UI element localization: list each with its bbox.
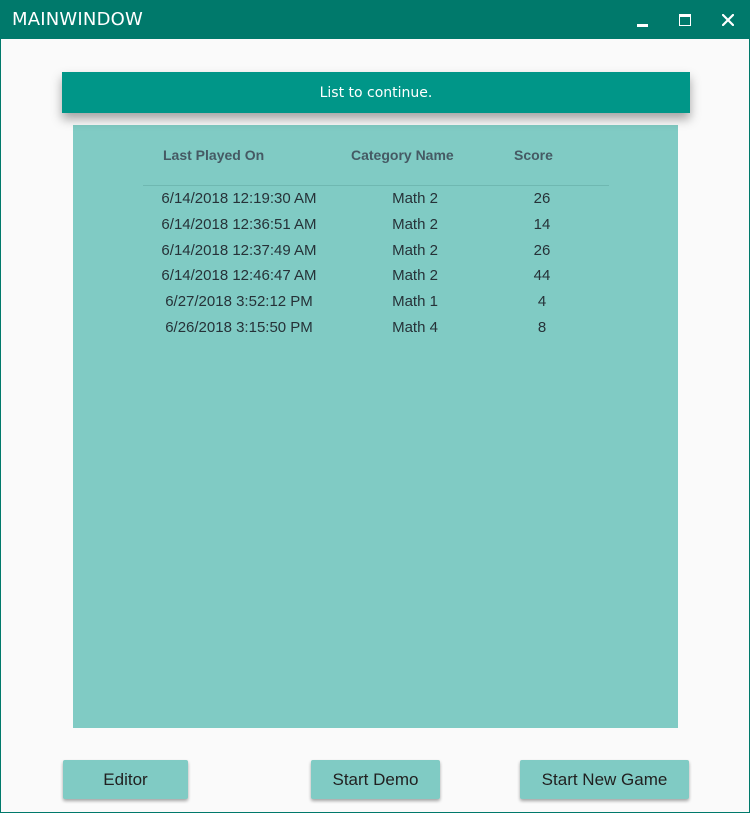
maximize-icon xyxy=(679,14,691,26)
minimize-button[interactable] xyxy=(629,7,655,33)
table-body xyxy=(73,187,678,342)
column-header-score[interactable]: Score xyxy=(514,147,553,163)
editor-button[interactable]: Editor xyxy=(63,760,188,799)
cell-category: Math 2 xyxy=(392,190,438,207)
start-demo-button[interactable]: Start Demo xyxy=(311,760,440,799)
cell-score: 44 xyxy=(533,267,551,285)
cell-score: 14 xyxy=(533,215,551,233)
cell-last-played: 6/27/2018 3:52:12 PM xyxy=(165,293,313,311)
close-button[interactable] xyxy=(715,7,741,33)
cell-last-played: 6/14/2018 12:37:49 AM xyxy=(161,241,317,259)
game-history-list[interactable] xyxy=(73,125,678,728)
table-row[interactable] xyxy=(73,316,678,342)
cell-score: 26 xyxy=(533,190,551,207)
cell-category: Math 2 xyxy=(392,241,438,259)
column-header-last-played[interactable]: Last Played On xyxy=(163,147,265,163)
cell-last-played: 6/14/2018 12:46:47 AM xyxy=(161,267,317,285)
column-header-category[interactable]: Category Name xyxy=(351,147,454,163)
cell-last-played: 6/14/2018 12:36:51 AM xyxy=(161,215,317,233)
maximize-button[interactable] xyxy=(672,7,698,33)
minimize-icon xyxy=(637,24,648,27)
table-row[interactable] xyxy=(73,239,678,265)
table-row[interactable] xyxy=(73,213,678,239)
cell-score: 4 xyxy=(537,293,547,311)
cell-category: Math 1 xyxy=(392,293,438,311)
table-row[interactable] xyxy=(73,187,678,213)
cell-last-played: 6/26/2018 3:15:50 PM xyxy=(165,318,313,336)
table-row[interactable] xyxy=(73,264,678,290)
table-row[interactable] xyxy=(73,290,678,316)
cell-score: 26 xyxy=(533,241,551,259)
window-title: MAINWINDOW xyxy=(12,9,144,30)
banner-text: List to continue. xyxy=(319,84,433,101)
close-icon xyxy=(722,14,734,26)
cell-last-played: 6/14/2018 12:19:30 AM xyxy=(161,190,317,207)
title-bar[interactable] xyxy=(1,1,749,39)
cell-category: Math 4 xyxy=(392,318,438,336)
info-banner xyxy=(62,72,690,113)
start-new-game-button[interactable]: Start New Game xyxy=(520,760,689,799)
header-divider xyxy=(143,185,609,186)
cell-score: 8 xyxy=(537,318,547,336)
cell-category: Math 2 xyxy=(392,215,438,233)
cell-category: Math 2 xyxy=(392,267,438,285)
